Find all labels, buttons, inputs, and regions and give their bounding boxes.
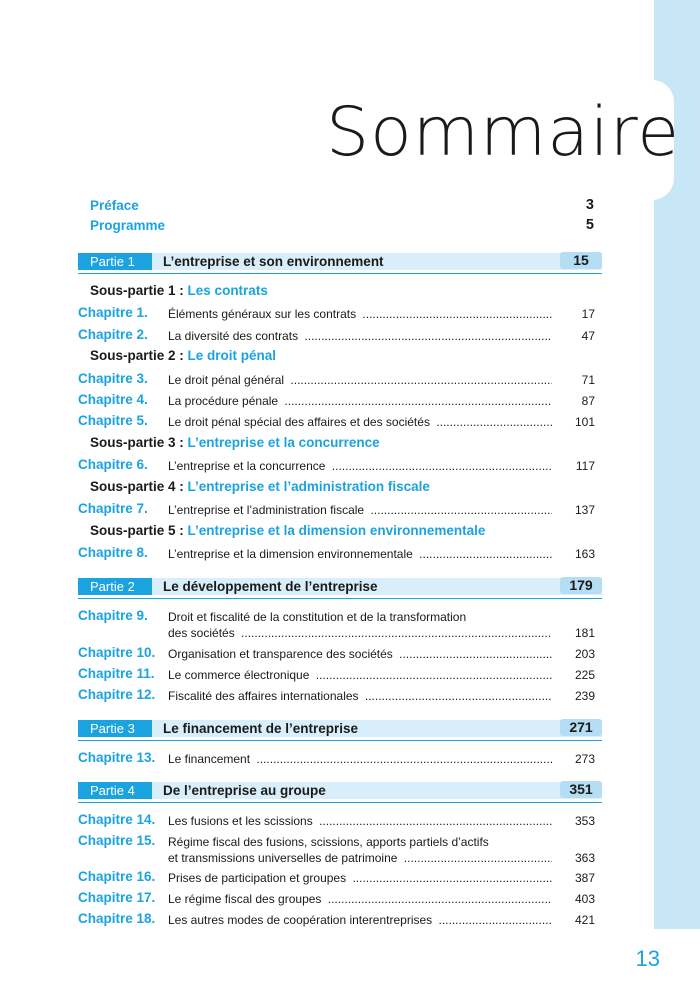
chapter-14-page: 353	[574, 814, 595, 828]
chapter-11-title[interactable]: Le commerce électronique .....	[168, 668, 552, 682]
sous-partie-4[interactable]: Sous-partie 4 : L’entreprise et l’administration fiscale	[90, 479, 430, 494]
chapter-5-label[interactable]: Chapitre 5.	[78, 413, 148, 428]
chapter-2-page: 47	[581, 329, 595, 343]
chapter-18-page: 421	[574, 913, 595, 927]
part-2-page: 179	[560, 577, 602, 594]
toc-programme-page: 5	[585, 217, 594, 233]
chapter-17-label[interactable]: Chapitre 17.	[78, 890, 156, 905]
chapter-6-label[interactable]: Chapitre 6.	[78, 457, 148, 472]
part-4-bar	[78, 782, 602, 799]
chapter-3-title[interactable]: Le droit pénal général .....	[168, 373, 552, 387]
chapter-13-label[interactable]: Chapitre 13.	[78, 750, 156, 765]
chapter-11-page: 225	[574, 668, 595, 682]
chapter-5-page: 101	[574, 415, 595, 429]
part-2-title[interactable]: Le développement de l’entreprise	[163, 579, 378, 594]
chapter-16-title[interactable]: Prises de participation et groupes .....	[168, 871, 552, 885]
chapter-15-page: 363	[574, 851, 595, 865]
divider	[78, 802, 602, 803]
chapter-2-label[interactable]: Chapitre 2.	[78, 327, 148, 342]
toc-preface-page: 3	[585, 197, 594, 213]
sous-partie-5[interactable]: Sous-partie 5 : L’entreprise et la dimension environnementale	[90, 523, 486, 538]
chapter-16-page: 387	[574, 871, 595, 885]
sous-partie-3[interactable]: Sous-partie 3 : L’entreprise et la concurrence	[90, 435, 380, 450]
part-4-title[interactable]: De l’entreprise au groupe	[163, 783, 326, 798]
sous-partie-1[interactable]: Sous-partie 1 : Les contrats	[90, 283, 268, 298]
divider	[78, 598, 602, 599]
chapter-5-title[interactable]: Le droit pénal spécial des affaires et des sociétés .....	[168, 415, 552, 429]
chapter-13-page: 273	[574, 752, 595, 766]
divider	[78, 740, 602, 741]
chapter-3-page: 71	[581, 373, 595, 387]
chapter-9-title[interactable]: Droit et fiscalité de la constitution et de la transformation	[168, 610, 552, 624]
part-3-title[interactable]: Le financement de l’entreprise	[163, 721, 359, 736]
part-1-label[interactable]: Partie 1	[78, 253, 152, 270]
chapter-9-title-line2[interactable]: des sociétés .....	[168, 626, 552, 640]
part-4-label[interactable]: Partie 4	[78, 782, 152, 799]
chapter-14-label[interactable]: Chapitre 14.	[78, 812, 156, 827]
page-number: 13	[635, 946, 660, 971]
chapter-15-title-line2[interactable]: et transmissions universelles de patrimoine .....	[168, 851, 552, 865]
chapter-2-title[interactable]: La diversité des contrats .....	[168, 329, 552, 343]
divider	[78, 273, 602, 274]
chapter-7-label[interactable]: Chapitre 7.	[78, 501, 148, 516]
chapter-9-label[interactable]: Chapitre 9.	[78, 608, 148, 623]
chapter-15-title[interactable]: Régime fiscal des fusions, scissions, apports partiels d’actifs	[168, 835, 552, 849]
chapter-3-label[interactable]: Chapitre 3.	[78, 371, 148, 386]
chapter-1-title[interactable]: Éléments généraux sur les contrats .....	[168, 307, 552, 321]
part-3-page: 271	[560, 719, 602, 736]
toc-programme[interactable]: Programme	[90, 218, 166, 233]
chapter-12-label[interactable]: Chapitre 12.	[78, 687, 156, 702]
chapter-11-label[interactable]: Chapitre 11.	[78, 666, 155, 681]
toc-preface[interactable]: Préface	[90, 198, 139, 213]
chapter-17-title[interactable]: Le régime fiscal des groupes .....	[168, 892, 552, 906]
chapter-1-page: 17	[581, 307, 595, 321]
chapter-18-title[interactable]: Les autres modes de coopération interentreprises .....	[168, 913, 552, 927]
part-1-page: 15	[560, 252, 602, 269]
part-1-title[interactable]: L’entreprise et son environnement	[163, 254, 384, 269]
chapter-4-page: 87	[581, 394, 595, 408]
chapter-6-page: 117	[575, 459, 595, 473]
chapter-18-label[interactable]: Chapitre 18.	[78, 911, 156, 926]
chapter-8-title[interactable]: L’entreprise et la dimension environnementale .....	[168, 547, 552, 561]
chapter-12-page: 239	[574, 689, 595, 703]
chapter-12-title[interactable]: Fiscalité des affaires internationales .....	[168, 689, 552, 703]
chapter-4-label[interactable]: Chapitre 4.	[78, 392, 148, 407]
chapter-1-label[interactable]: Chapitre 1.	[78, 305, 148, 320]
chapter-4-title[interactable]: La procédure pénale .....	[168, 394, 552, 408]
part-2-label[interactable]: Partie 2	[78, 578, 152, 595]
part-3-label[interactable]: Partie 3	[78, 720, 152, 737]
chapter-10-title[interactable]: Organisation et transparence des sociétés .....	[168, 647, 552, 661]
chapter-13-title[interactable]: Le financement .....	[168, 752, 552, 766]
part-4-page: 351	[560, 781, 602, 798]
chapter-7-title[interactable]: L’entreprise et l’administration fiscale .....	[168, 503, 552, 517]
page-title: Sommaire	[326, 93, 681, 172]
chapter-15-label[interactable]: Chapitre 15.	[78, 833, 156, 848]
chapter-17-page: 403	[574, 892, 595, 906]
chapter-6-title[interactable]: L’entreprise et la concurrence .....	[168, 459, 552, 473]
chapter-10-label[interactable]: Chapitre 10.	[78, 645, 156, 660]
sous-partie-2[interactable]: Sous-partie 2 : Le droit pénal	[90, 348, 277, 363]
chapter-16-label[interactable]: Chapitre 16.	[78, 869, 156, 884]
chapter-8-page: 163	[574, 547, 595, 561]
chapter-14-title[interactable]: Les fusions et les scissions .....	[168, 814, 552, 828]
chapter-9-page: 181	[574, 626, 595, 640]
chapter-10-page: 203	[574, 647, 595, 661]
chapter-7-page: 137	[574, 503, 595, 517]
chapter-8-label[interactable]: Chapitre 8.	[78, 545, 148, 560]
